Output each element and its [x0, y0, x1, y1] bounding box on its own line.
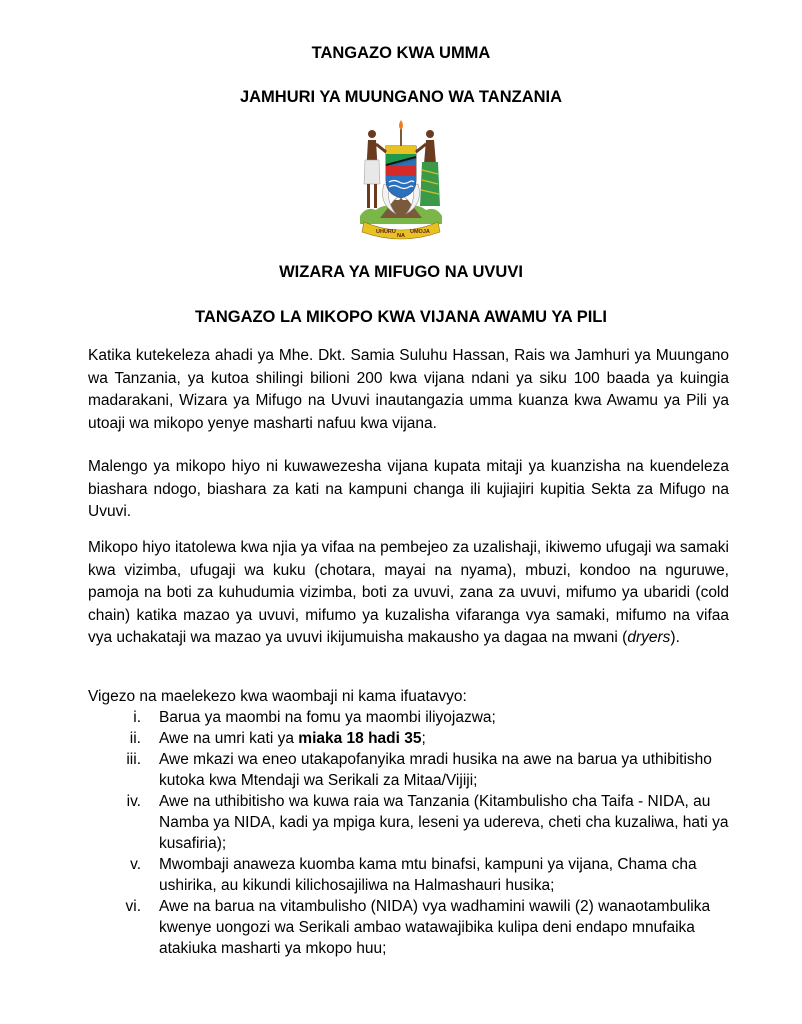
list-item-number: vi. [125, 898, 141, 915]
list-item-number: iii. [126, 751, 141, 768]
coat-of-arms-emblem [356, 114, 446, 242]
list-item [88, 854, 748, 896]
list-item [88, 728, 748, 749]
age-text: Awe na umri kati ya [159, 730, 299, 747]
loan-types-text: Mikopo hiyo itatolewa kwa njia ya vifaa na pembejeo za uzalishaji, ikiwemo ufugaji wa samaki kwa vizimba, ufugaji wa kuku (chotara, mayai na nyama), mbuzi, kondoo na nguruwe, pamoja na boti za kuhudumia vizimba, boti za uvuvi, zana za uvuvi, mifumo ya ubaridi (cold chain) katika mazao ya uvuvi, mifumo ya kuzalisha vifaranga vya samaki, mifumo na vifaa vya uchakataji wa mazao ya uvuvi ikijumuisha makausho ya dagaa na mwani ( [88, 539, 729, 647]
announcement-title: TANGAZO KWA UMMA [311, 44, 491, 62]
criteria-intro: Vigezo na maelekezo kwa waombaji ni kama ifuatavyo: [88, 688, 467, 705]
list-item-text: Awe na uthibitisho wa kuwa raia wa Tanzania (Kitambulisho cha Taifa - NIDA, au Namba ya NIDA, kadi ya mpiga kura, leseni ya udereva, cheti cha kuzaliwa, hati ya kusafiria); [159, 793, 729, 852]
intro-paragraph: Katika kutekeleza ahadi ya Mhe. Dkt. Samia Suluhu Hassan, Rais wa Jamhuri ya Muungano wa Tanzania, ya kutoa shilingi bilioni 200 kwa vijana ndani ya siku 100 baada ya kuingia madarakani, Wizara ya Mifugo na Uvuvi inautangazia umma kuanza kwa Awamu ya Pili ya utoaji wa mikopo yenye masharti nafuu kwa vijana. [88, 347, 729, 432]
list-item-number: ii. [129, 730, 141, 747]
list-item-number: iv. [126, 793, 141, 810]
age-text-end: ; [421, 730, 426, 747]
list-item [88, 791, 748, 854]
criteria-list [88, 707, 748, 959]
list-item-number: v. [130, 856, 141, 873]
list-item [88, 707, 748, 728]
list-item-text [159, 728, 732, 749]
loan-types-paragraph [88, 537, 729, 650]
list-item-text: Mwombaji anaweza kuomba kama mtu binafsi, kampuni ya vijana, Chama cha ushirika, au kikundi kilichosajiliwa na Halmashauri husika; [159, 856, 697, 894]
list-item-number: i. [133, 709, 141, 726]
ministry-title: WIZARA YA MIFUGO NA UVUVI [279, 263, 523, 281]
motto-uhuru: UHURU [376, 229, 396, 235]
age-range: miaka 18 hadi 35 [298, 730, 422, 747]
dryers-term: dryers [627, 629, 671, 647]
list-item-text: Awe na barua na vitambulisho (NIDA) vya wadhamini wawili (2) wanaotambulika kwenye uongozi wa Serikali ambao watawajibika kulipa deni endapo mnufaika atakiuka masharti ya mkopo huu; [159, 898, 711, 957]
objectives-paragraph: Malengo ya mikopo hiyo ni kuwawezesha vijana kupata mitaji ya kuanzisha na kuendeleza biashara ndogo, biashara za kati na kampuni changa ili kujiajiri kupitia Sekta za Mifugo na Uvuvi. [88, 458, 729, 521]
motto-na: NA [397, 233, 405, 239]
notice-title: TANGAZO LA MIKOPO KWA VIJANA AWAMU YA PILI [195, 308, 607, 326]
list-item-text: Barua ya maombi na fomu ya maombi iliyojazwa; [159, 709, 496, 726]
loan-types-end: ). [670, 629, 680, 647]
list-item [88, 749, 748, 791]
motto-umoja: UMOJA [410, 229, 430, 235]
list-item [88, 896, 748, 959]
republic-title: JAMHURI YA MUUNGANO WA TANZANIA [239, 88, 563, 106]
list-item-text: Awe mkazi wa eneo utakapofanyika mradi husika na awe na barua ya uthibitisho kutoka kwa Mtendaji wa Serikali za Mitaa/Vijiji; [159, 751, 712, 789]
